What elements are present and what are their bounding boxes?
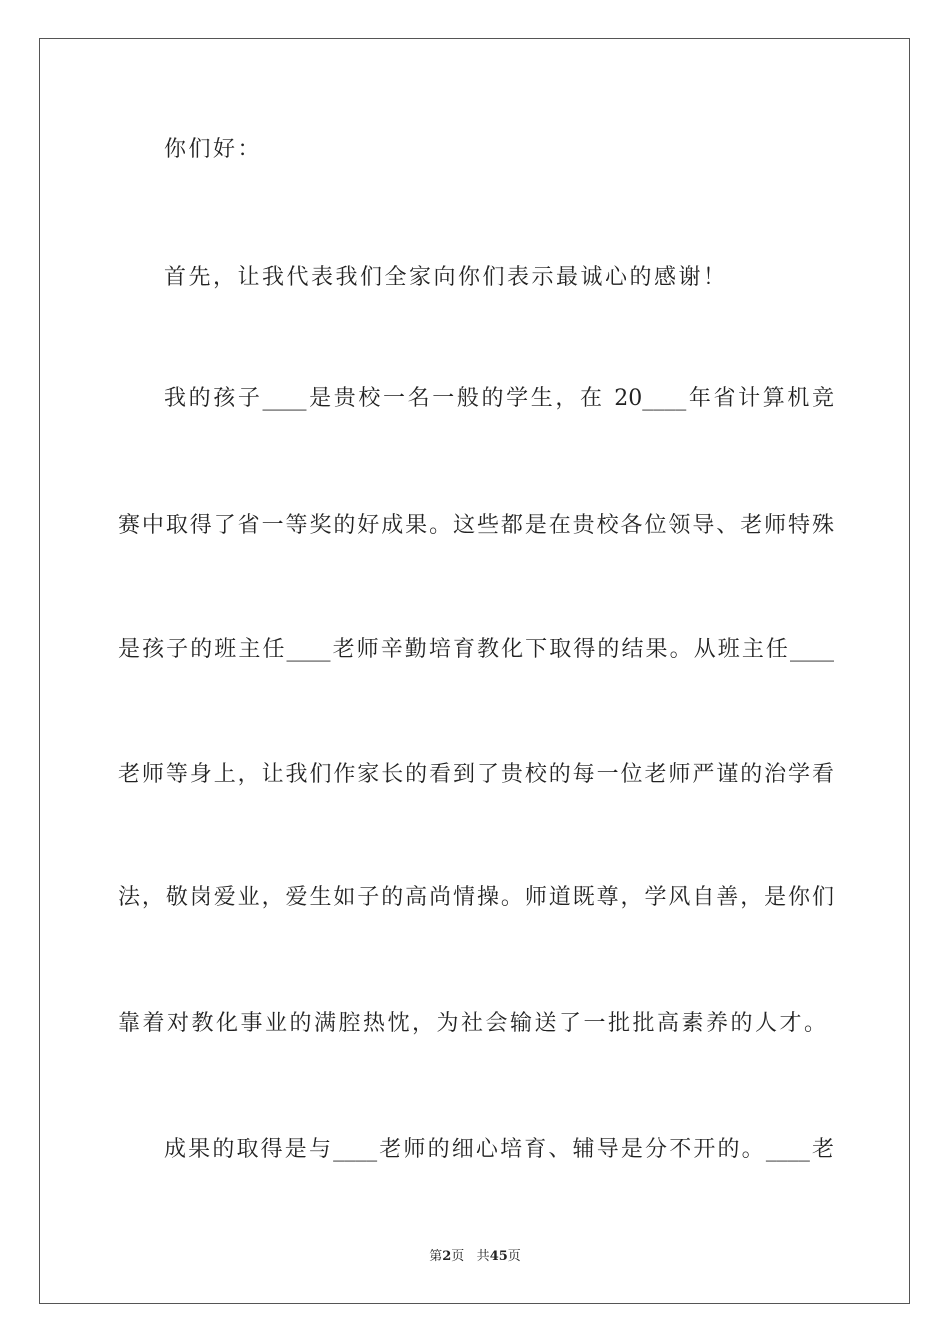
page-prefix: 第 bbox=[429, 1249, 443, 1264]
total-page-number: 45 bbox=[489, 1249, 508, 1264]
paragraph-line: 法，敬岗爱业，爱生如子的高尚情操。师道既尊，学风自善，是你们 bbox=[118, 885, 834, 910]
paragraph-line: 靠着对教化事业的满腔热忱，为社会输送了一批批高素养的人才。 bbox=[118, 1011, 829, 1036]
total-suffix: 页 bbox=[507, 1249, 521, 1264]
paragraph-line: 赛中取得了省一等奖的好成果。这些都是在贵校各位领导、老师特殊 bbox=[118, 513, 834, 538]
salutation-line: 你们好： bbox=[164, 137, 263, 162]
total-prefix: 共 bbox=[476, 1249, 490, 1264]
paragraph-line: 我的孩子____是贵校一名一般的学生，在 20____年省计算机竞 bbox=[164, 386, 834, 411]
current-page-number: 2 bbox=[442, 1249, 452, 1264]
page-footer bbox=[0, 1245, 950, 1264]
paragraph-line: 成果的取得是与____老师的细心培育、辅导是分不开的。____老 bbox=[164, 1137, 834, 1162]
page-suffix: 页 bbox=[451, 1249, 465, 1264]
paragraph-line: 是孩子的班主任____老师辛勤培育教化下取得的结果。从班主任____ bbox=[118, 637, 834, 662]
paragraph-line: 首先，让我代表我们全家向你们表示最诚心的感谢！ bbox=[164, 265, 728, 290]
page-border bbox=[39, 38, 910, 1304]
paragraph-line: 老师等身上，让我们作家长的看到了贵校的每一位老师严谨的治学看 bbox=[118, 762, 834, 787]
